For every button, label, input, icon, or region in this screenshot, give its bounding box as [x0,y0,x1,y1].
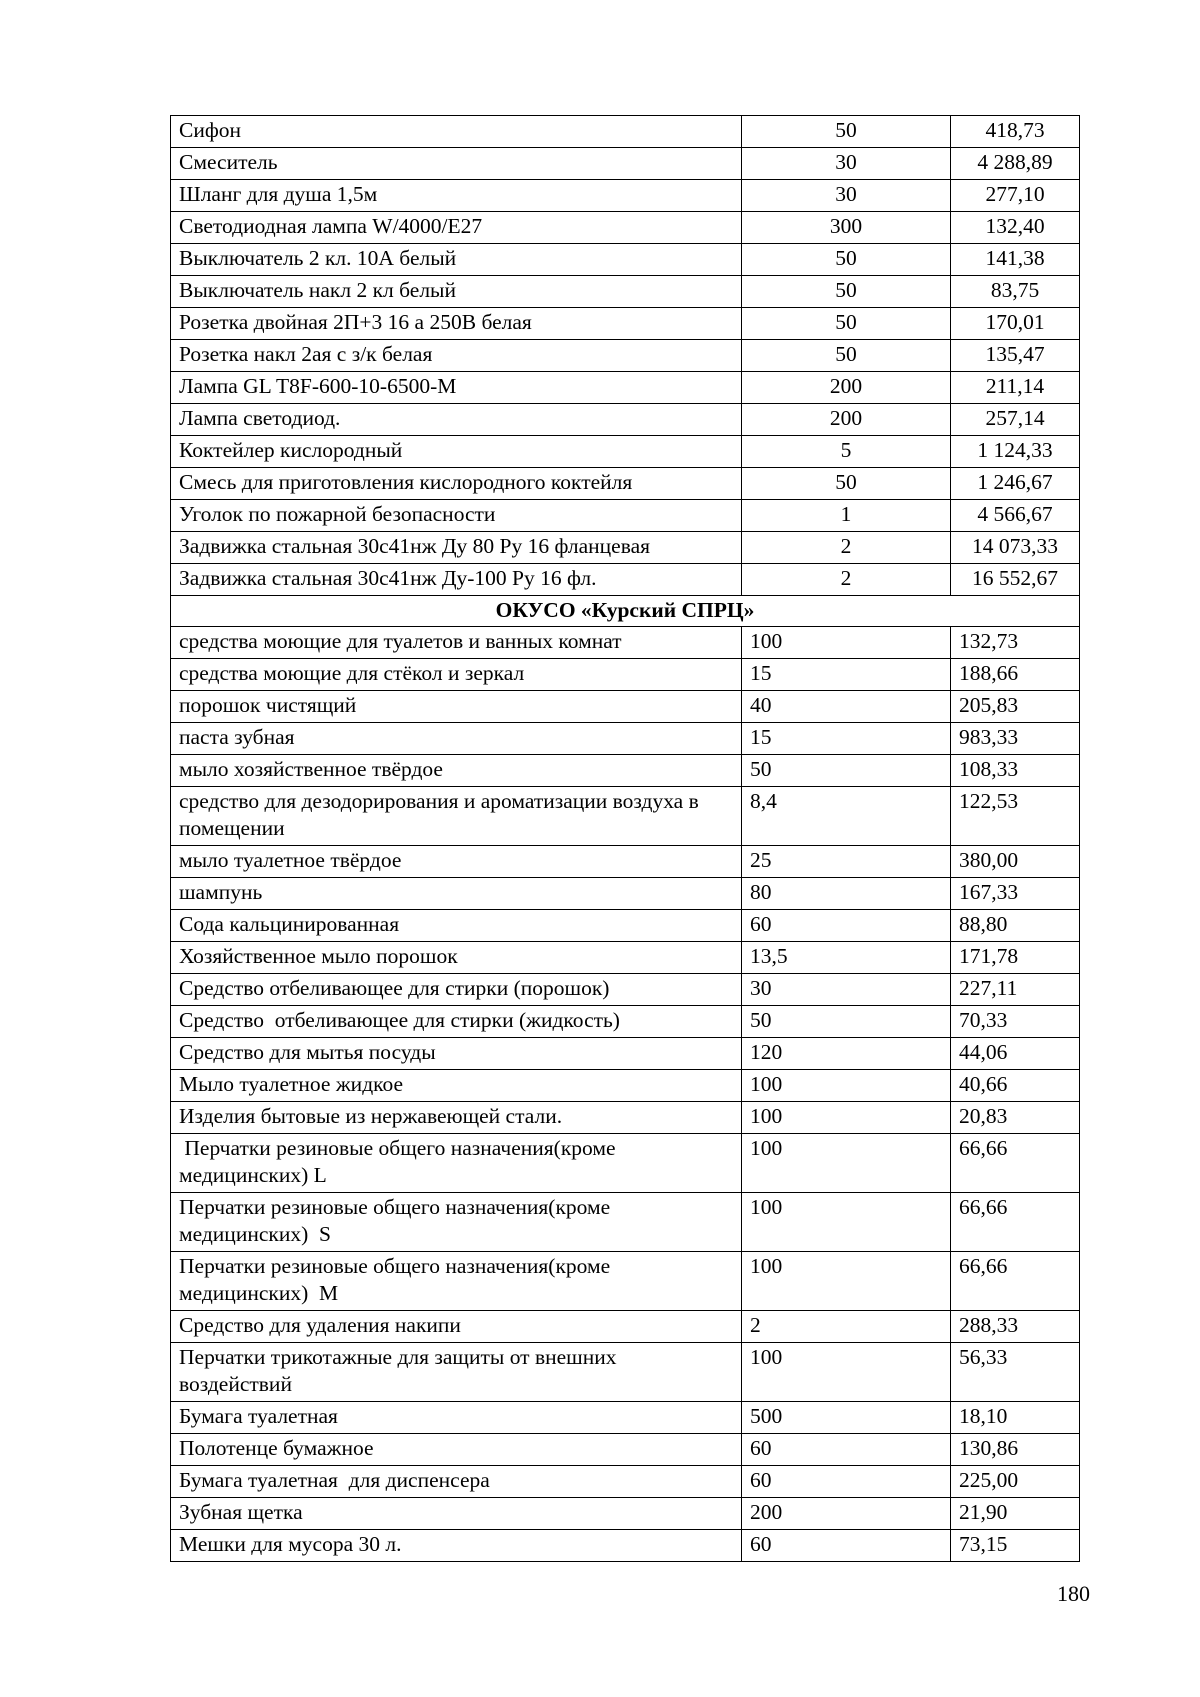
quantity-cell: 30 [742,974,951,1006]
price-cell: 108,33 [951,755,1080,787]
quantity-cell: 30 [742,180,951,212]
table-row [171,1402,1080,1434]
price-cell: 88,80 [951,910,1080,942]
section-title: ОКУСО «Курский СПРЦ» [171,596,1080,627]
table-row [171,1006,1080,1038]
quantity-cell: 100 [742,1102,951,1134]
quantity-cell: 8,4 [742,787,951,846]
price-cell: 132,40 [951,212,1080,244]
item-name-cell: Лампа светодиод. [171,404,742,436]
table-row [171,1498,1080,1530]
item-name-cell: Задвижка стальная 30с41нж Ду 80 Ру 16 фланцевая [171,532,742,564]
quantity-cell: 15 [742,723,951,755]
item-name-cell: мыло туалетное твёрдое [171,846,742,878]
table-row [171,787,1080,846]
table-row [171,500,1080,532]
item-name-cell: Перчатки резиновые общего назначения(кроме медицинских) M [171,1252,742,1311]
table-row [171,974,1080,1006]
table-row [171,436,1080,468]
table-row [171,1466,1080,1498]
price-cell: 21,90 [951,1498,1080,1530]
table-row [171,1070,1080,1102]
item-name-cell: Выключатель 2 кл. 10А белый [171,244,742,276]
table-row [171,691,1080,723]
table-row [171,723,1080,755]
section-header-row [171,596,1080,627]
table-row [171,532,1080,564]
quantity-cell: 200 [742,372,951,404]
price-cell: 225,00 [951,1466,1080,1498]
item-name-cell: Розетка двойная 2П+3 16 а 250В белая [171,308,742,340]
item-name-cell: Выключатель накл 2 кл белый [171,276,742,308]
quantity-cell: 30 [742,148,951,180]
quantity-cell: 50 [742,116,951,148]
quantity-cell: 2 [742,1311,951,1343]
table-row [171,1434,1080,1466]
item-name-cell: Средство для мытья посуды [171,1038,742,1070]
item-name-cell: Полотенце бумажное [171,1434,742,1466]
item-name-cell: Смеситель [171,148,742,180]
table-row [171,212,1080,244]
quantity-cell: 1 [742,500,951,532]
quantity-cell: 120 [742,1038,951,1070]
price-cell: 277,10 [951,180,1080,212]
price-cell: 66,66 [951,1252,1080,1311]
quantity-cell: 60 [742,910,951,942]
price-cell: 288,33 [951,1311,1080,1343]
item-name-cell: Мешки для мусора 30 л. [171,1530,742,1562]
table-row [171,1193,1080,1252]
page-number: 180 [1057,1581,1090,1606]
quantity-cell: 100 [742,1252,951,1311]
price-cell: 18,10 [951,1402,1080,1434]
table-row [171,1530,1080,1562]
price-cell: 16 552,67 [951,564,1080,596]
price-cell: 66,66 [951,1193,1080,1252]
quantity-cell: 50 [742,276,951,308]
quantity-cell: 200 [742,1498,951,1530]
price-cell: 418,73 [951,116,1080,148]
quantity-cell: 2 [742,532,951,564]
table-row [171,1038,1080,1070]
table-row [171,340,1080,372]
price-cell: 1 246,67 [951,468,1080,500]
price-cell: 20,83 [951,1102,1080,1134]
table-row [171,372,1080,404]
table-row [171,846,1080,878]
quantity-cell: 25 [742,846,951,878]
quantity-cell: 80 [742,878,951,910]
item-name-cell: Бумага туалетная [171,1402,742,1434]
quantity-cell: 15 [742,659,951,691]
item-name-cell: мыло хозяйственное твёрдое [171,755,742,787]
quantity-cell: 200 [742,404,951,436]
price-cell: 66,66 [951,1134,1080,1193]
item-name-cell: Сода кальцинированная [171,910,742,942]
item-name-cell: Хозяйственное мыло порошок [171,942,742,974]
quantity-cell: 100 [742,1343,951,1402]
quantity-cell: 2 [742,564,951,596]
table-row [171,404,1080,436]
price-cell: 188,66 [951,659,1080,691]
quantity-cell: 60 [742,1530,951,1562]
table-row [171,910,1080,942]
quantity-cell: 60 [742,1434,951,1466]
table-row [171,308,1080,340]
quantity-cell: 100 [742,1070,951,1102]
item-name-cell: Розетка накл 2ая с з/к белая [171,340,742,372]
price-cell: 70,33 [951,1006,1080,1038]
price-cell: 983,33 [951,723,1080,755]
table-row [171,180,1080,212]
table-row [171,1102,1080,1134]
item-name-cell: шампунь [171,878,742,910]
item-name-cell: Уголок по пожарной безопасности [171,500,742,532]
item-name-cell: Сифон [171,116,742,148]
item-name-cell: Мыло туалетное жидкое [171,1070,742,1102]
price-cell: 171,78 [951,942,1080,974]
price-cell: 4 566,67 [951,500,1080,532]
item-name-cell: порошок чистящий [171,691,742,723]
table-row [171,148,1080,180]
table-row [171,564,1080,596]
quantity-cell: 5 [742,436,951,468]
item-name-cell: Перчатки резиновые общего назначения(кроме медицинских) L [171,1134,742,1193]
price-cell: 40,66 [951,1070,1080,1102]
item-name-cell: Средство для удаления накипи [171,1311,742,1343]
table-row [171,1252,1080,1311]
price-cell: 122,53 [951,787,1080,846]
price-cell: 14 073,33 [951,532,1080,564]
item-name-cell: средства моющие для туалетов и ванных комнат [171,627,742,659]
item-name-cell: Смесь для приготовления кислородного коктейля [171,468,742,500]
quantity-cell: 40 [742,691,951,723]
table-row [171,627,1080,659]
price-cell: 44,06 [951,1038,1080,1070]
table-row [171,942,1080,974]
price-cell: 130,86 [951,1434,1080,1466]
item-name-cell: Коктейлер кислородный [171,436,742,468]
table-row [171,276,1080,308]
table-row [171,244,1080,276]
table-row [171,116,1080,148]
price-cell: 56,33 [951,1343,1080,1402]
item-name-cell: Зубная щетка [171,1498,742,1530]
quantity-cell: 60 [742,1466,951,1498]
table-row [171,1311,1080,1343]
quantity-cell: 50 [742,244,951,276]
price-cell: 205,83 [951,691,1080,723]
price-cell: 257,14 [951,404,1080,436]
item-name-cell: Перчатки трикотажные для защиты от внешних воздействий [171,1343,742,1402]
price-cell: 167,33 [951,878,1080,910]
price-cell: 170,01 [951,308,1080,340]
item-name-cell: Светодиодная лампа W/4000/E27 [171,212,742,244]
price-table [170,115,1080,1562]
item-name-cell: Задвижка стальная 30с41нж Ду-100 Ру 16 фл. [171,564,742,596]
item-name-cell: Лампа GL T8F-600-10-6500-M [171,372,742,404]
quantity-cell: 300 [742,212,951,244]
table-row [171,1343,1080,1402]
table-row [171,659,1080,691]
table-row [171,1134,1080,1193]
price-cell: 83,75 [951,276,1080,308]
price-cell: 4 288,89 [951,148,1080,180]
item-name-cell: паста зубная [171,723,742,755]
price-cell: 73,15 [951,1530,1080,1562]
quantity-cell: 50 [742,308,951,340]
quantity-cell: 500 [742,1402,951,1434]
table-row [171,755,1080,787]
price-cell: 380,00 [951,846,1080,878]
item-name-cell: средство для дезодорирования и ароматизации воздуха в помещении [171,787,742,846]
item-name-cell: Средство отбеливающее для стирки (жидкость) [171,1006,742,1038]
table-row [171,878,1080,910]
quantity-cell: 100 [742,1134,951,1193]
item-name-cell: Перчатки резиновые общего назначения(кроме медицинских) S [171,1193,742,1252]
quantity-cell: 50 [742,340,951,372]
item-name-cell: средства моющие для стёкол и зеркал [171,659,742,691]
item-name-cell: Шланг для душа 1,5м [171,180,742,212]
quantity-cell: 100 [742,627,951,659]
price-cell: 1 124,33 [951,436,1080,468]
table-row [171,468,1080,500]
quantity-cell: 50 [742,755,951,787]
price-cell: 227,11 [951,974,1080,1006]
item-name-cell: Изделия бытовые из нержавеющей стали. [171,1102,742,1134]
quantity-cell: 13,5 [742,942,951,974]
price-cell: 141,38 [951,244,1080,276]
price-cell: 132,73 [951,627,1080,659]
quantity-cell: 50 [742,1006,951,1038]
quantity-cell: 100 [742,1193,951,1252]
price-cell: 135,47 [951,340,1080,372]
price-table-body [171,116,1080,1562]
price-cell: 211,14 [951,372,1080,404]
item-name-cell: Бумага туалетная для диспенсера [171,1466,742,1498]
item-name-cell: Средство отбеливающее для стирки (порошок) [171,974,742,1006]
quantity-cell: 50 [742,468,951,500]
